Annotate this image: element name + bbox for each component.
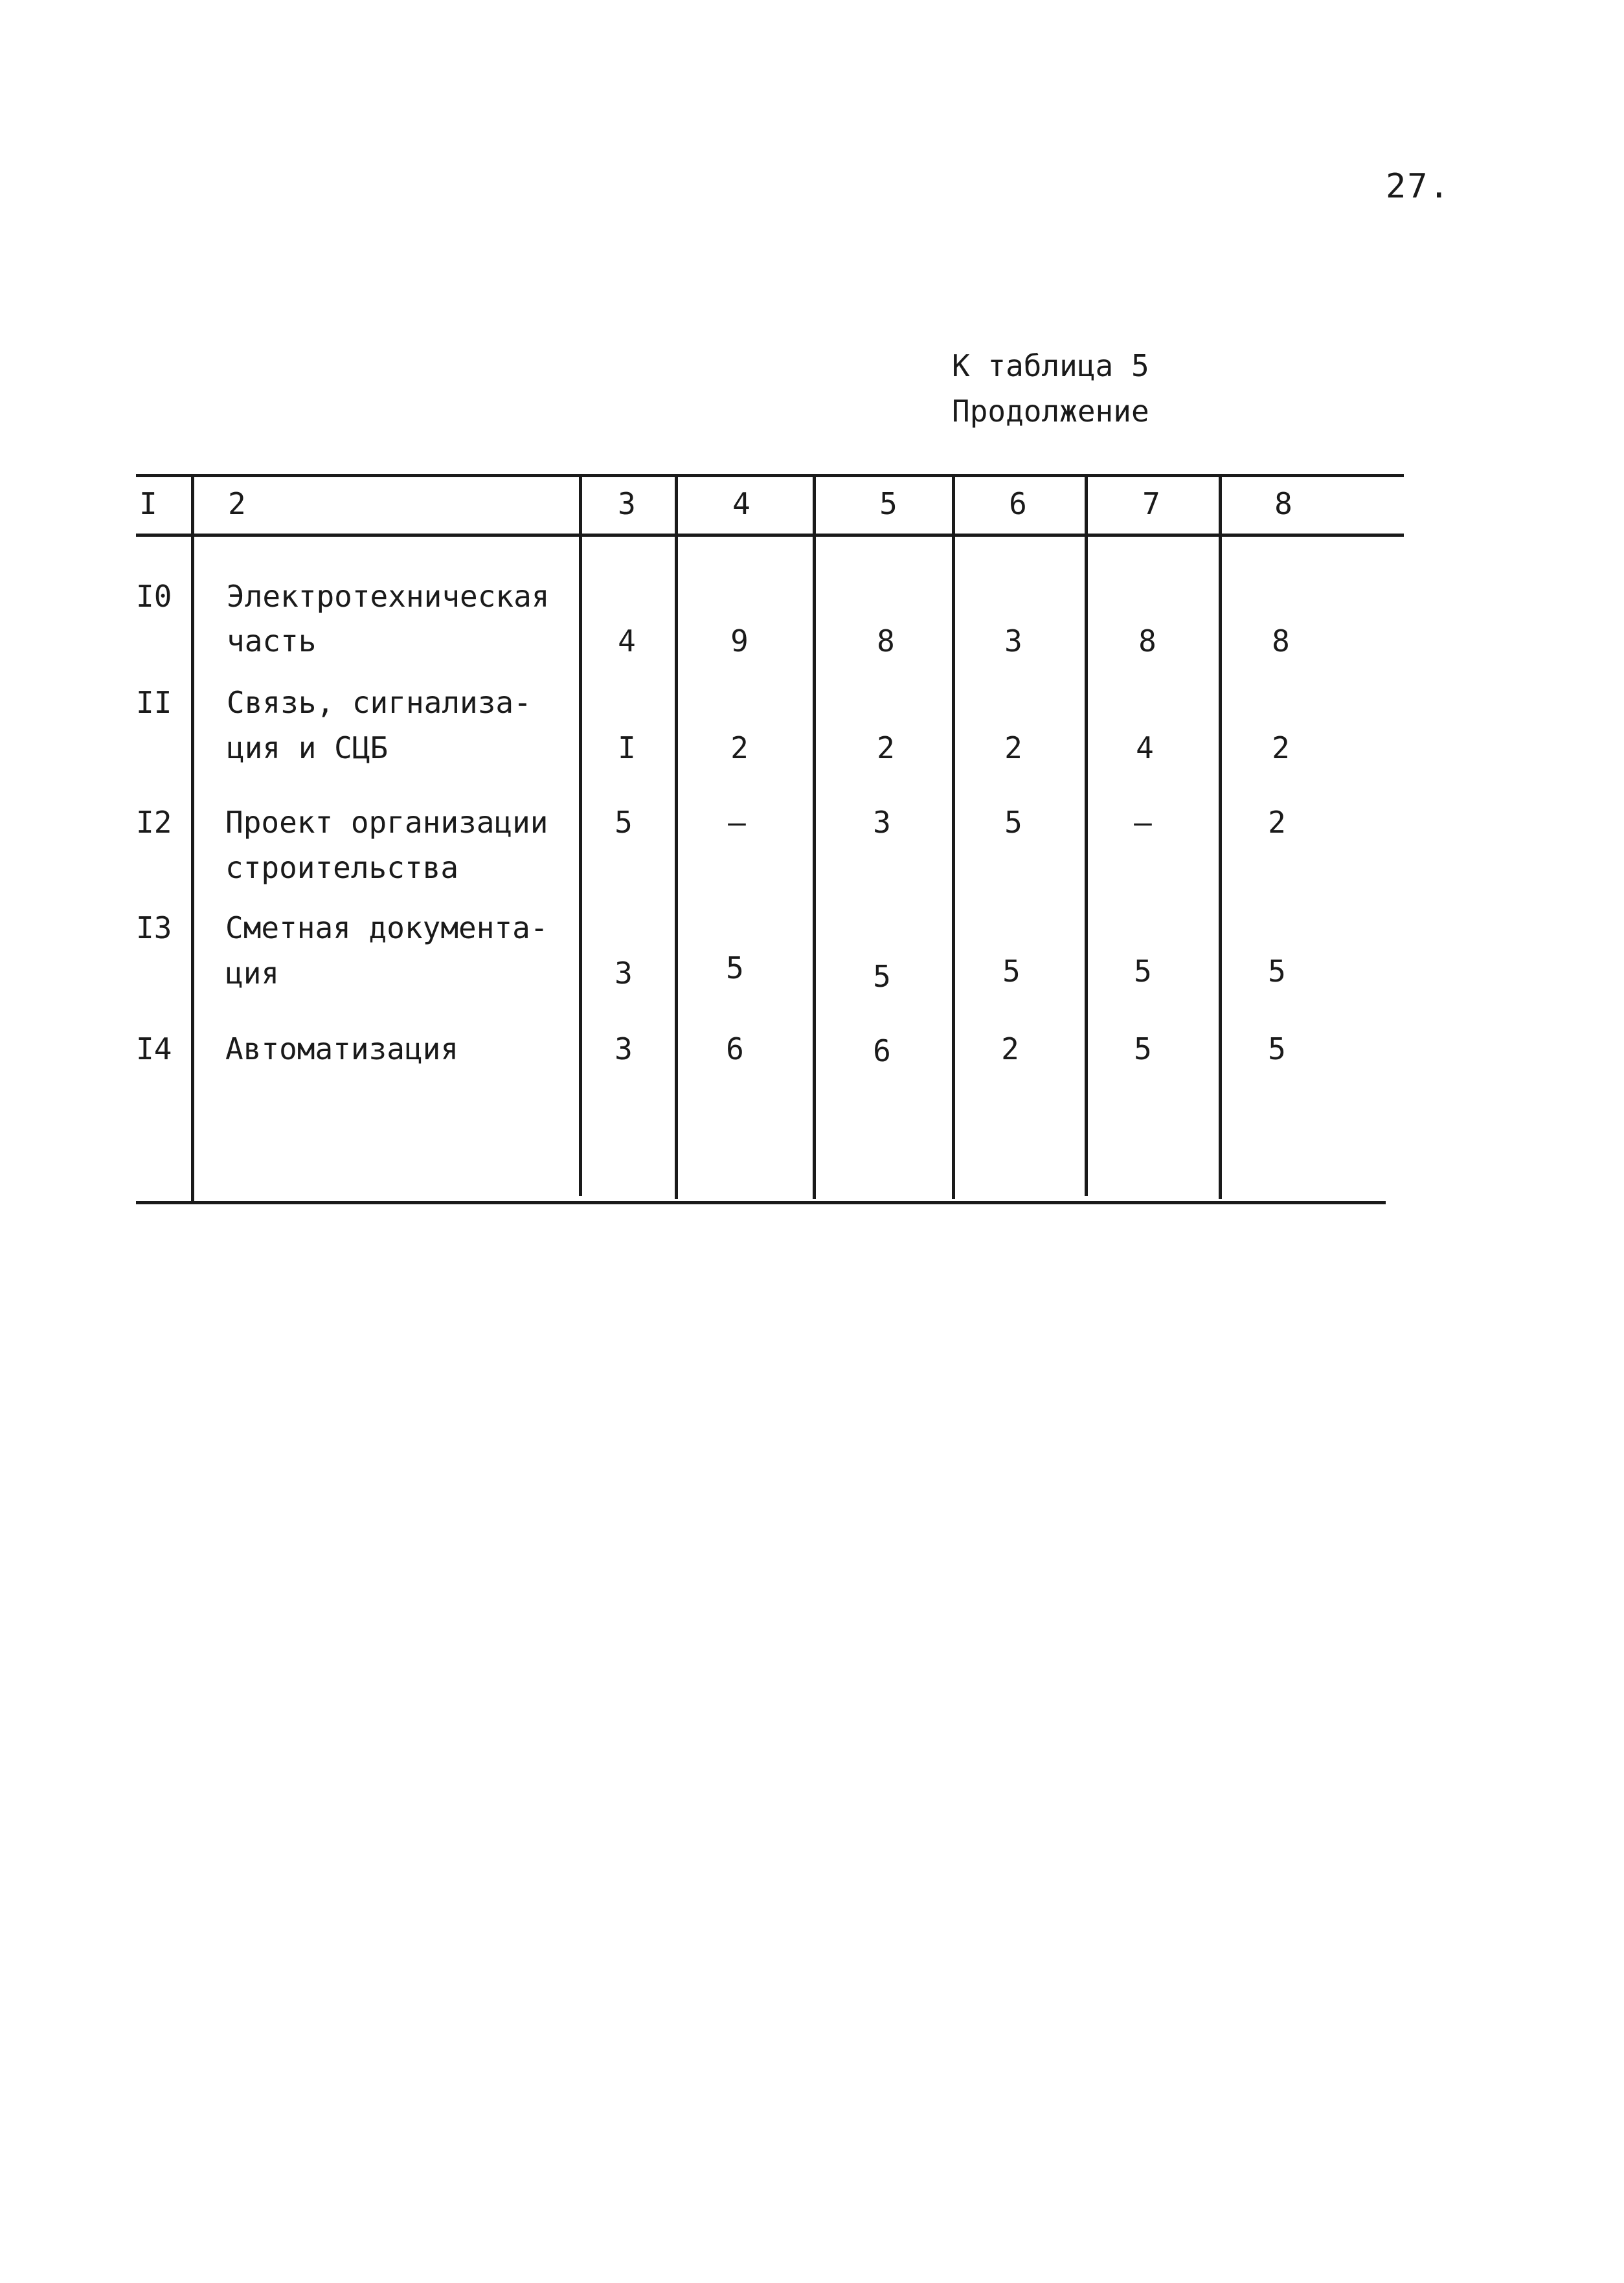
row-name: часть [227,624,317,658]
header-cell: 4 [732,486,750,521]
row-name: строительства [225,850,459,885]
value-cell: 2 [730,730,749,765]
value-cell: I [618,730,636,765]
value-cell: 2 [1268,805,1286,840]
header-cell: 5 [879,486,897,521]
value-cell: 5 [1134,1031,1152,1066]
header-cell: 3 [618,486,636,521]
header-cell: I [139,486,157,521]
value-cell: 6 [873,1033,891,1068]
column-divider [1219,476,1222,1199]
row-name: ция [225,956,280,991]
row-name: Связь, сигнализа- [227,685,532,720]
value-cell: 2 [1004,730,1022,765]
value-cell: 5 [1134,954,1152,989]
value-cell: 4 [618,624,636,658]
header-bottom-rule [136,534,1404,537]
value-cell: 5 [1004,805,1022,840]
value-cell: 2 [877,730,895,765]
value-cell: 8 [877,624,895,658]
value-cell: 5 [873,959,891,994]
value-cell: 6 [726,1031,744,1066]
header-cell: 8 [1274,486,1292,521]
table-top-rule [136,474,1404,477]
header-cell: 2 [228,486,246,521]
value-cell: 8 [1272,624,1290,658]
value-cell: – [1134,805,1152,840]
value-cell: 9 [730,624,749,658]
value-cell: 2 [1001,1031,1019,1066]
column-divider [579,476,582,1196]
column-divider [191,476,194,1202]
row-number: I3 [136,910,172,945]
value-cell: 5 [1268,954,1286,989]
row-name: Проект организации [225,805,548,840]
value-cell: 4 [1136,730,1154,765]
row-name: ция и СЦБ [227,730,389,765]
row-name: Автоматизация [225,1031,459,1066]
value-cell: 3 [1004,624,1022,658]
table-caption [952,343,1149,434]
row-name: Электротехническая [227,579,550,614]
value-cell: – [728,805,746,840]
value-cell: 5 [615,805,633,840]
row-number: I0 [136,579,172,614]
header-cell: 6 [1009,486,1027,521]
value-cell: 3 [615,956,633,991]
value-cell: 5 [726,950,744,985]
value-cell: 3 [873,805,891,840]
table-bottom-rule [136,1201,1386,1204]
row-number: II [136,685,172,720]
column-divider [1085,476,1088,1196]
page-number: 27. [1386,167,1450,206]
column-divider [952,476,955,1199]
caption-line-2: Продолжение [952,394,1149,429]
value-cell: 8 [1138,624,1156,658]
row-number: I4 [136,1031,172,1066]
value-cell: 5 [1002,954,1021,989]
column-divider [675,476,678,1199]
value-cell: 5 [1268,1031,1286,1066]
header-cell: 7 [1142,486,1160,521]
caption-line-1: К таблица 5 [952,348,1149,383]
row-name: Сметная документа- [225,910,548,945]
column-divider [813,476,816,1199]
value-cell: 2 [1272,730,1290,765]
row-number: I2 [136,805,172,840]
value-cell: 3 [615,1031,633,1066]
